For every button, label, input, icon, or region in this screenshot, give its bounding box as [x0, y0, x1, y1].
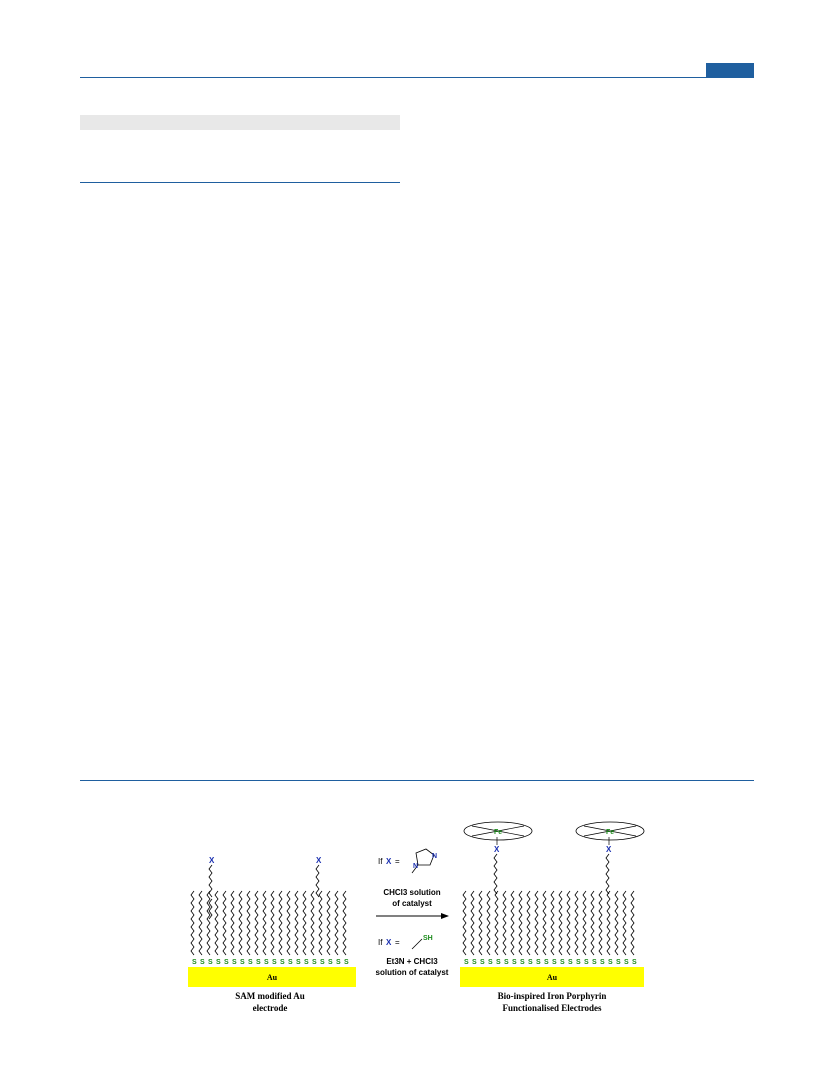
alkyl-chain: [495, 891, 498, 955]
sulfur-atom: S: [616, 959, 621, 966]
left-alkyl-chains: [191, 891, 346, 955]
sulfur-atom: S: [240, 959, 245, 966]
alkyl-chain: [623, 891, 626, 955]
sulfur-atom: S: [560, 959, 565, 966]
alkyl-chain: [479, 891, 482, 955]
sulfur-atom: S: [288, 959, 293, 966]
iron-atom-1: Fe: [494, 829, 503, 836]
sulfur-atom: S: [296, 959, 301, 966]
sulfur-atom: S: [568, 959, 573, 966]
case2-line1: Et3N + CHCl3: [386, 957, 438, 966]
sulfur-atom: S: [520, 959, 525, 966]
porphyrin-1: [464, 822, 532, 894]
right-panel: [460, 822, 644, 1013]
figure-top-rule: [80, 780, 754, 781]
alkyl-chain: [263, 891, 266, 955]
header-rule: [80, 77, 754, 78]
alkyl-chain: [551, 891, 554, 955]
reaction-conditions: [376, 849, 449, 977]
alkyl-chain: [503, 891, 506, 955]
case2-eq: =: [395, 938, 400, 947]
sulfur-atom: S: [344, 959, 349, 966]
porphyrin-2: [576, 822, 644, 894]
left-sulfur-atoms: [192, 959, 349, 966]
sulfur-atom: S: [632, 959, 637, 966]
sulfur-atom: S: [496, 959, 501, 966]
sulfur-atom: S: [328, 959, 333, 966]
sulfur-atom: S: [256, 959, 261, 966]
sulfur-atom: S: [512, 959, 517, 966]
left-extended-chain-2-upper: [316, 865, 319, 897]
left-caption-line1: SAM modified Au: [235, 991, 305, 1001]
alkyl-chain: [471, 891, 474, 955]
alkyl-chain: [199, 891, 202, 955]
case2-prefix: If: [378, 938, 383, 947]
alkyl-chain: [519, 891, 522, 955]
sulfur-atom: S: [552, 959, 557, 966]
right-caption-line1: Bio-inspired Iron Porphyrin: [497, 991, 607, 1001]
thiol-bond-icon: [412, 939, 422, 949]
left-terminal-x-1: X: [209, 856, 215, 865]
sulfur-atom: S: [192, 959, 197, 966]
right-sulfur-atoms: [464, 959, 637, 966]
sulfur-atom: S: [600, 959, 605, 966]
alkyl-chain: [295, 891, 298, 955]
thiol-group: SH: [423, 935, 433, 942]
case1-line2: of catalyst: [392, 899, 432, 908]
right-caption-line2: Functionalised Electrodes: [502, 1003, 602, 1013]
left-terminal-x-2: X: [316, 856, 322, 865]
right-terminal-x-1: X: [494, 845, 500, 854]
header-tab: [706, 63, 754, 78]
imidazole-n-atom-2: N: [413, 863, 419, 870]
right-electrode-label: Au: [546, 973, 558, 982]
alkyl-chain: [615, 891, 618, 955]
case2-x: X: [386, 938, 392, 947]
alkyl-chain: [303, 891, 306, 955]
sulfur-atom: S: [208, 959, 213, 966]
alkyl-chain: [223, 891, 226, 955]
case1-x: X: [386, 857, 392, 866]
sulfur-atom: S: [320, 959, 325, 966]
alkyl-chain: [631, 891, 634, 955]
left-extended-chain-1-upper: [209, 865, 212, 897]
iron-atom-2: Fe: [606, 829, 615, 836]
sulfur-atom: S: [336, 959, 341, 966]
alkyl-chain: [319, 891, 322, 955]
left-electrode-label: Au: [266, 973, 278, 982]
alkyl-chain: [327, 891, 330, 955]
sulfur-atom: S: [472, 959, 477, 966]
sulfur-atom: S: [624, 959, 629, 966]
alkyl-chain: [271, 891, 274, 955]
sulfur-atom: S: [224, 959, 229, 966]
alkyl-chain: [599, 891, 602, 955]
sulfur-atom: S: [488, 959, 493, 966]
sulfur-atom: S: [544, 959, 549, 966]
sulfur-atom: S: [304, 959, 309, 966]
sulfur-atom: S: [504, 959, 509, 966]
alkyl-chain: [191, 891, 194, 955]
alkyl-chain: [543, 891, 546, 955]
right-alkyl-chains: [463, 891, 634, 955]
alkyl-chain: [215, 891, 218, 955]
alkyl-chain: [255, 891, 258, 955]
sulfur-atom: S: [216, 959, 221, 966]
sulfur-atom: S: [480, 959, 485, 966]
alkyl-chain: [583, 891, 586, 955]
sulfur-atom: S: [536, 959, 541, 966]
sulfur-atom: S: [576, 959, 581, 966]
section-rule: [80, 182, 400, 183]
sulfur-atom: S: [528, 959, 533, 966]
section-heading-bar: [80, 115, 400, 130]
case1-line1: CHCl3 solution: [383, 888, 441, 897]
alkyl-chain: [279, 891, 282, 955]
alkyl-chain: [575, 891, 578, 955]
alkyl-chain: [287, 891, 290, 955]
alkyl-chain: [511, 891, 514, 955]
right-terminal-x-2: X: [606, 845, 612, 854]
sulfur-atom: S: [248, 959, 253, 966]
sulfur-atom: S: [232, 959, 237, 966]
alkyl-chain: [527, 891, 530, 955]
case1-eq: =: [395, 857, 400, 866]
sulfur-atom: S: [608, 959, 613, 966]
alkyl-chain: [487, 891, 490, 955]
sulfur-atom: S: [464, 959, 469, 966]
sulfur-atom: S: [312, 959, 317, 966]
alkyl-chain: [247, 891, 250, 955]
sulfur-atom: S: [584, 959, 589, 966]
sulfur-atom: S: [272, 959, 277, 966]
sulfur-atom: S: [264, 959, 269, 966]
sulfur-atom: S: [200, 959, 205, 966]
alkyl-chain: [239, 891, 242, 955]
alkyl-chain: [463, 891, 466, 955]
left-caption-line2: electrode: [252, 1003, 288, 1013]
alkyl-chain: [535, 891, 538, 955]
alkyl-chain: [231, 891, 234, 955]
sulfur-atom: S: [592, 959, 597, 966]
imidazole-n-atom: N: [432, 853, 438, 860]
alkyl-chain: [311, 891, 314, 955]
alkyl-chain: [207, 891, 210, 955]
case2-line2: solution of catalyst: [375, 968, 449, 977]
alkyl-chain: [567, 891, 570, 955]
alkyl-chain: [591, 891, 594, 955]
alkyl-chain: [607, 891, 610, 955]
case1-prefix: If: [378, 857, 383, 866]
alkyl-chain: [335, 891, 338, 955]
left-panel: [188, 856, 356, 1013]
alkyl-chain: [559, 891, 562, 955]
sulfur-atom: S: [280, 959, 285, 966]
alkyl-chain: [343, 891, 346, 955]
sam-scheme-diagram: [180, 815, 660, 1020]
